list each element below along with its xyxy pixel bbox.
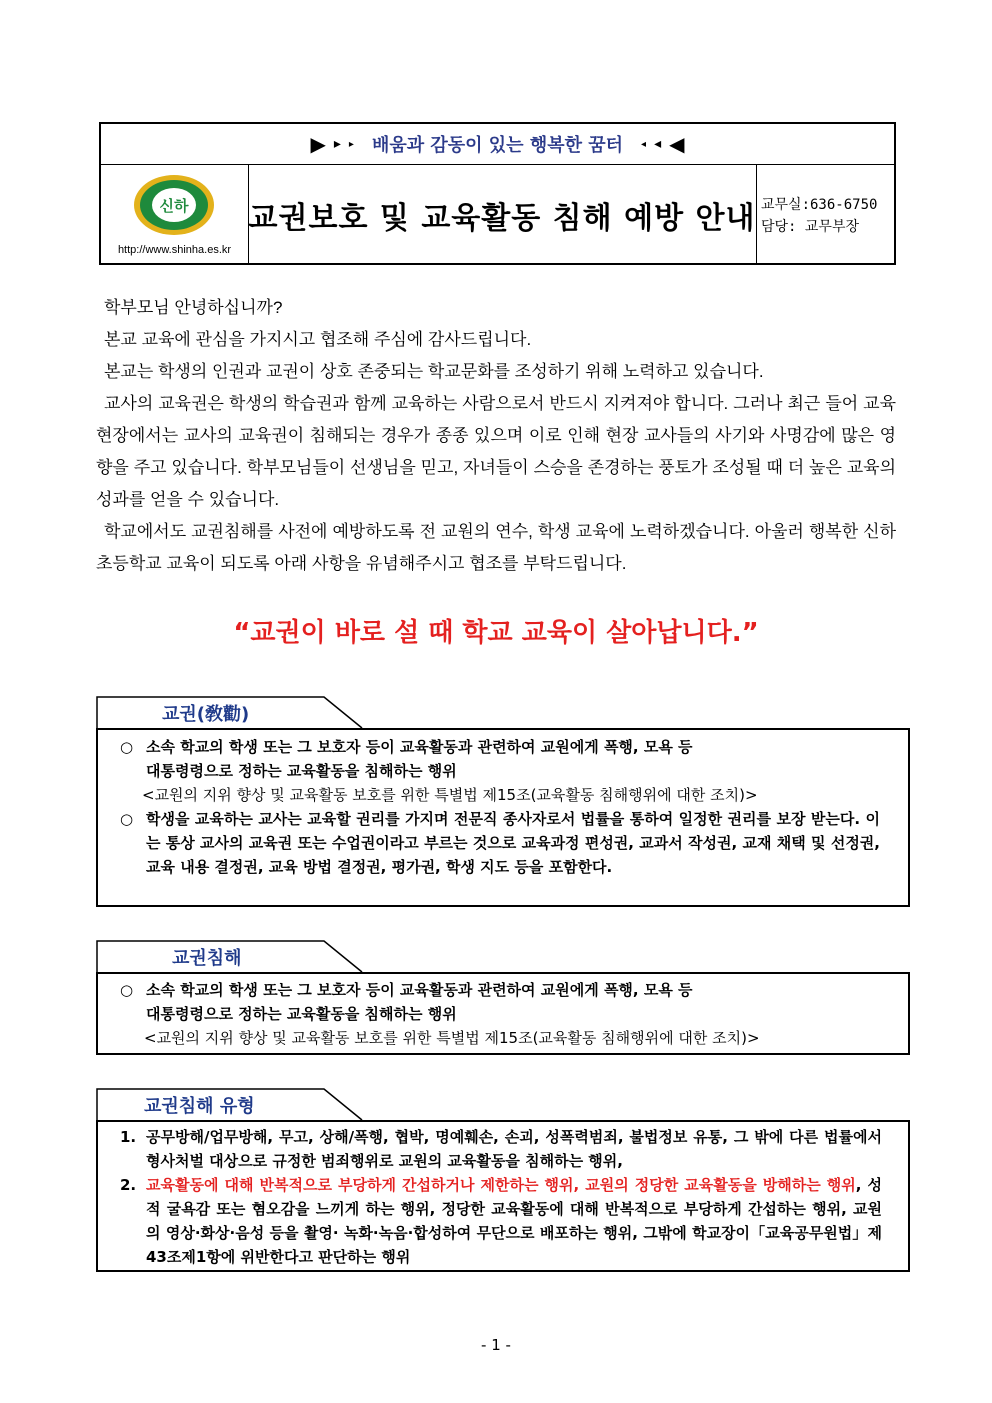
slogan-row: [101, 124, 894, 165]
section-box-violation-types: [96, 1120, 910, 1272]
intro-paragraph: 본교는 학생의 인권과 교권이 상호 존중되는 학교문화를 조성하기 위해 노력하고 있습니다.: [104, 362, 764, 381]
header-table: [99, 122, 896, 265]
item-text: 대통령령으로 정하는 교육활동을 침해하는 행위: [146, 1005, 457, 1023]
contact-info: [757, 164, 896, 265]
page-number: - 1 -: [481, 1336, 511, 1354]
list-item: [98, 978, 908, 1026]
triangle-right-icon: ▶: [310, 132, 326, 156]
list-item: [98, 735, 908, 783]
contact-phone: 교무실:636-6750: [761, 197, 878, 213]
triangle-left-icon: ◂: [641, 138, 647, 150]
section-box-teacher-rights: [96, 728, 910, 907]
item-number: 1.: [120, 1128, 137, 1146]
item-text-highlight: 교육활동에 대해 반복적으로 부당하게 간섭하거나 제한하는 행위, 교원의 정당한 교육활동을 방해하는 행위: [146, 1176, 856, 1194]
intro-paragraph: 교사의 교육권은 학생의 학습권과 함께 교육하는 사람으로서 반드시 지켜져야 합니다. 그러나 최근 들어 교육현장에서는 교사의 교육권이 침해되는 경우가 종종 있으며 이로 인해 현장 교사들의 사기와 사명감에 많은 영향을 주고 있습니다. 학부모님들이 선생님을 믿고, 자녀들이 스승을 존경하는 풍토가 조성될 때 더 높은 교육의 성과를 얻을 수 있습니다.: [96, 394, 896, 509]
item-text: 소속 학교의 학생 또는 그 보호자 등이 교육활동과 관련하여 교원에게 폭행, 모욕 등: [146, 981, 693, 999]
section-tab-violation-types: [96, 1088, 366, 1120]
item-text: 대통령령으로 정하는 교육활동을 침해하는 행위: [146, 762, 457, 780]
item-text: 학생을 교육하는 교사는 교육할 권리를 가지며 전문직 종사자로서 법률을 통하여 일정한 권리를 보장 받는다. 이는 통상 교사의 교육권 또는 수업권이라고 부르는 것으로 교육과정 편성권, 교과서 작성권, 교재 채택 및 선정권, 교육 내용 결정권, 교육 방법 결정권, 평가권, 학생 지도 등을 포함한다.: [146, 810, 880, 876]
triangle-left-icon: ◀: [669, 132, 685, 156]
intro-paragraph: 본교 교육에 관심을 가지시고 협조해 주심에 감사드립니다.: [104, 330, 532, 349]
school-url[interactable]: http://www.shinha.es.kr: [117, 244, 232, 256]
triangle-right-icon: ▸: [348, 138, 354, 150]
list-item: [98, 1173, 908, 1269]
intro-paragraph: 학부모님 안녕하십니까?: [104, 298, 283, 317]
contact-person: 담당: 교무부장: [761, 219, 860, 235]
item-text: , 성적 굴욕감 또는 혐오감을 느끼게 하는 행위, 정당한 교육활동에 대해 반복적으로 부당하게 간섭하는 행위, 교원의 영상·화상·음성 등을 촬영· 녹화·녹음·합성하여 무단으로 배포하는 행위, 그밖에 학교장이「교육공무원법」제43조제1항에 위반한다고 판단하는 행위: [146, 1176, 882, 1266]
intro-text: [96, 292, 904, 580]
section-tab-rights-violation: [96, 940, 366, 972]
law-reference: <교원의 지위 향상 및 교육활동 보호를 위한 특별법 제15조(교육활동 침해행위에 대한 조치)>: [144, 1029, 760, 1047]
logo-cell: [101, 164, 249, 265]
quote-headline: “교권이 바로 설 때 학교 교육이 살아납니다.”: [233, 618, 759, 648]
section-tab-teacher-rights: [96, 696, 366, 728]
list-item: [98, 1125, 908, 1173]
page-title: 교권보호 및 교육활동 침해 예방 안내: [248, 164, 757, 265]
item-text: 소속 학교의 학생 또는 그 보호자 등이 교육활동과 관련하여 교원에게 폭행, 모욕 등: [146, 738, 693, 756]
bullet-circle-icon: ○: [120, 810, 134, 828]
intro-paragraph: 학교에서도 교권침해를 사전에 예방하도록 전 교원의 연수, 학생 교육에 노력하겠습니다. 아울러 행복한 신하초등학교 교육이 되도록 아래 사항을 유념해주시고 협조를 부탁드립니다.: [96, 522, 896, 573]
logo-text: 신하: [159, 197, 189, 215]
section-box-rights-violation: [96, 972, 910, 1055]
law-reference: <교원의 지위 향상 및 교육활동 보호를 위한 특별법 제15조(교육활동 침해행위에 대한 조치)>: [142, 786, 758, 804]
school-logo-icon: [133, 174, 215, 236]
section-label: 교권침해: [172, 948, 242, 969]
triangle-left-icon: ◂: [654, 136, 662, 152]
section-label: 교권침해 유형: [144, 1096, 255, 1117]
bullet-circle-icon: ○: [120, 738, 134, 756]
bullet-circle-icon: ○: [120, 981, 134, 999]
section-label: 교권(敎勸): [162, 704, 250, 725]
slogan-text: 배움과 감동이 있는 행복한 꿈터: [371, 135, 624, 156]
item-number: 2.: [120, 1176, 137, 1194]
item-text: 공무방해/업무방해, 무고, 상해/폭행, 협박, 명예훼손, 손괴, 성폭력범죄, 불법정보 유통, 그 밖에 다른 법률에서 형사처벌 대상으로 규정한 범죄행위로 교원의 교육활동을 침해하는 행위,: [146, 1128, 882, 1170]
triangle-right-icon: ▸: [333, 136, 341, 152]
list-item: [98, 807, 908, 879]
